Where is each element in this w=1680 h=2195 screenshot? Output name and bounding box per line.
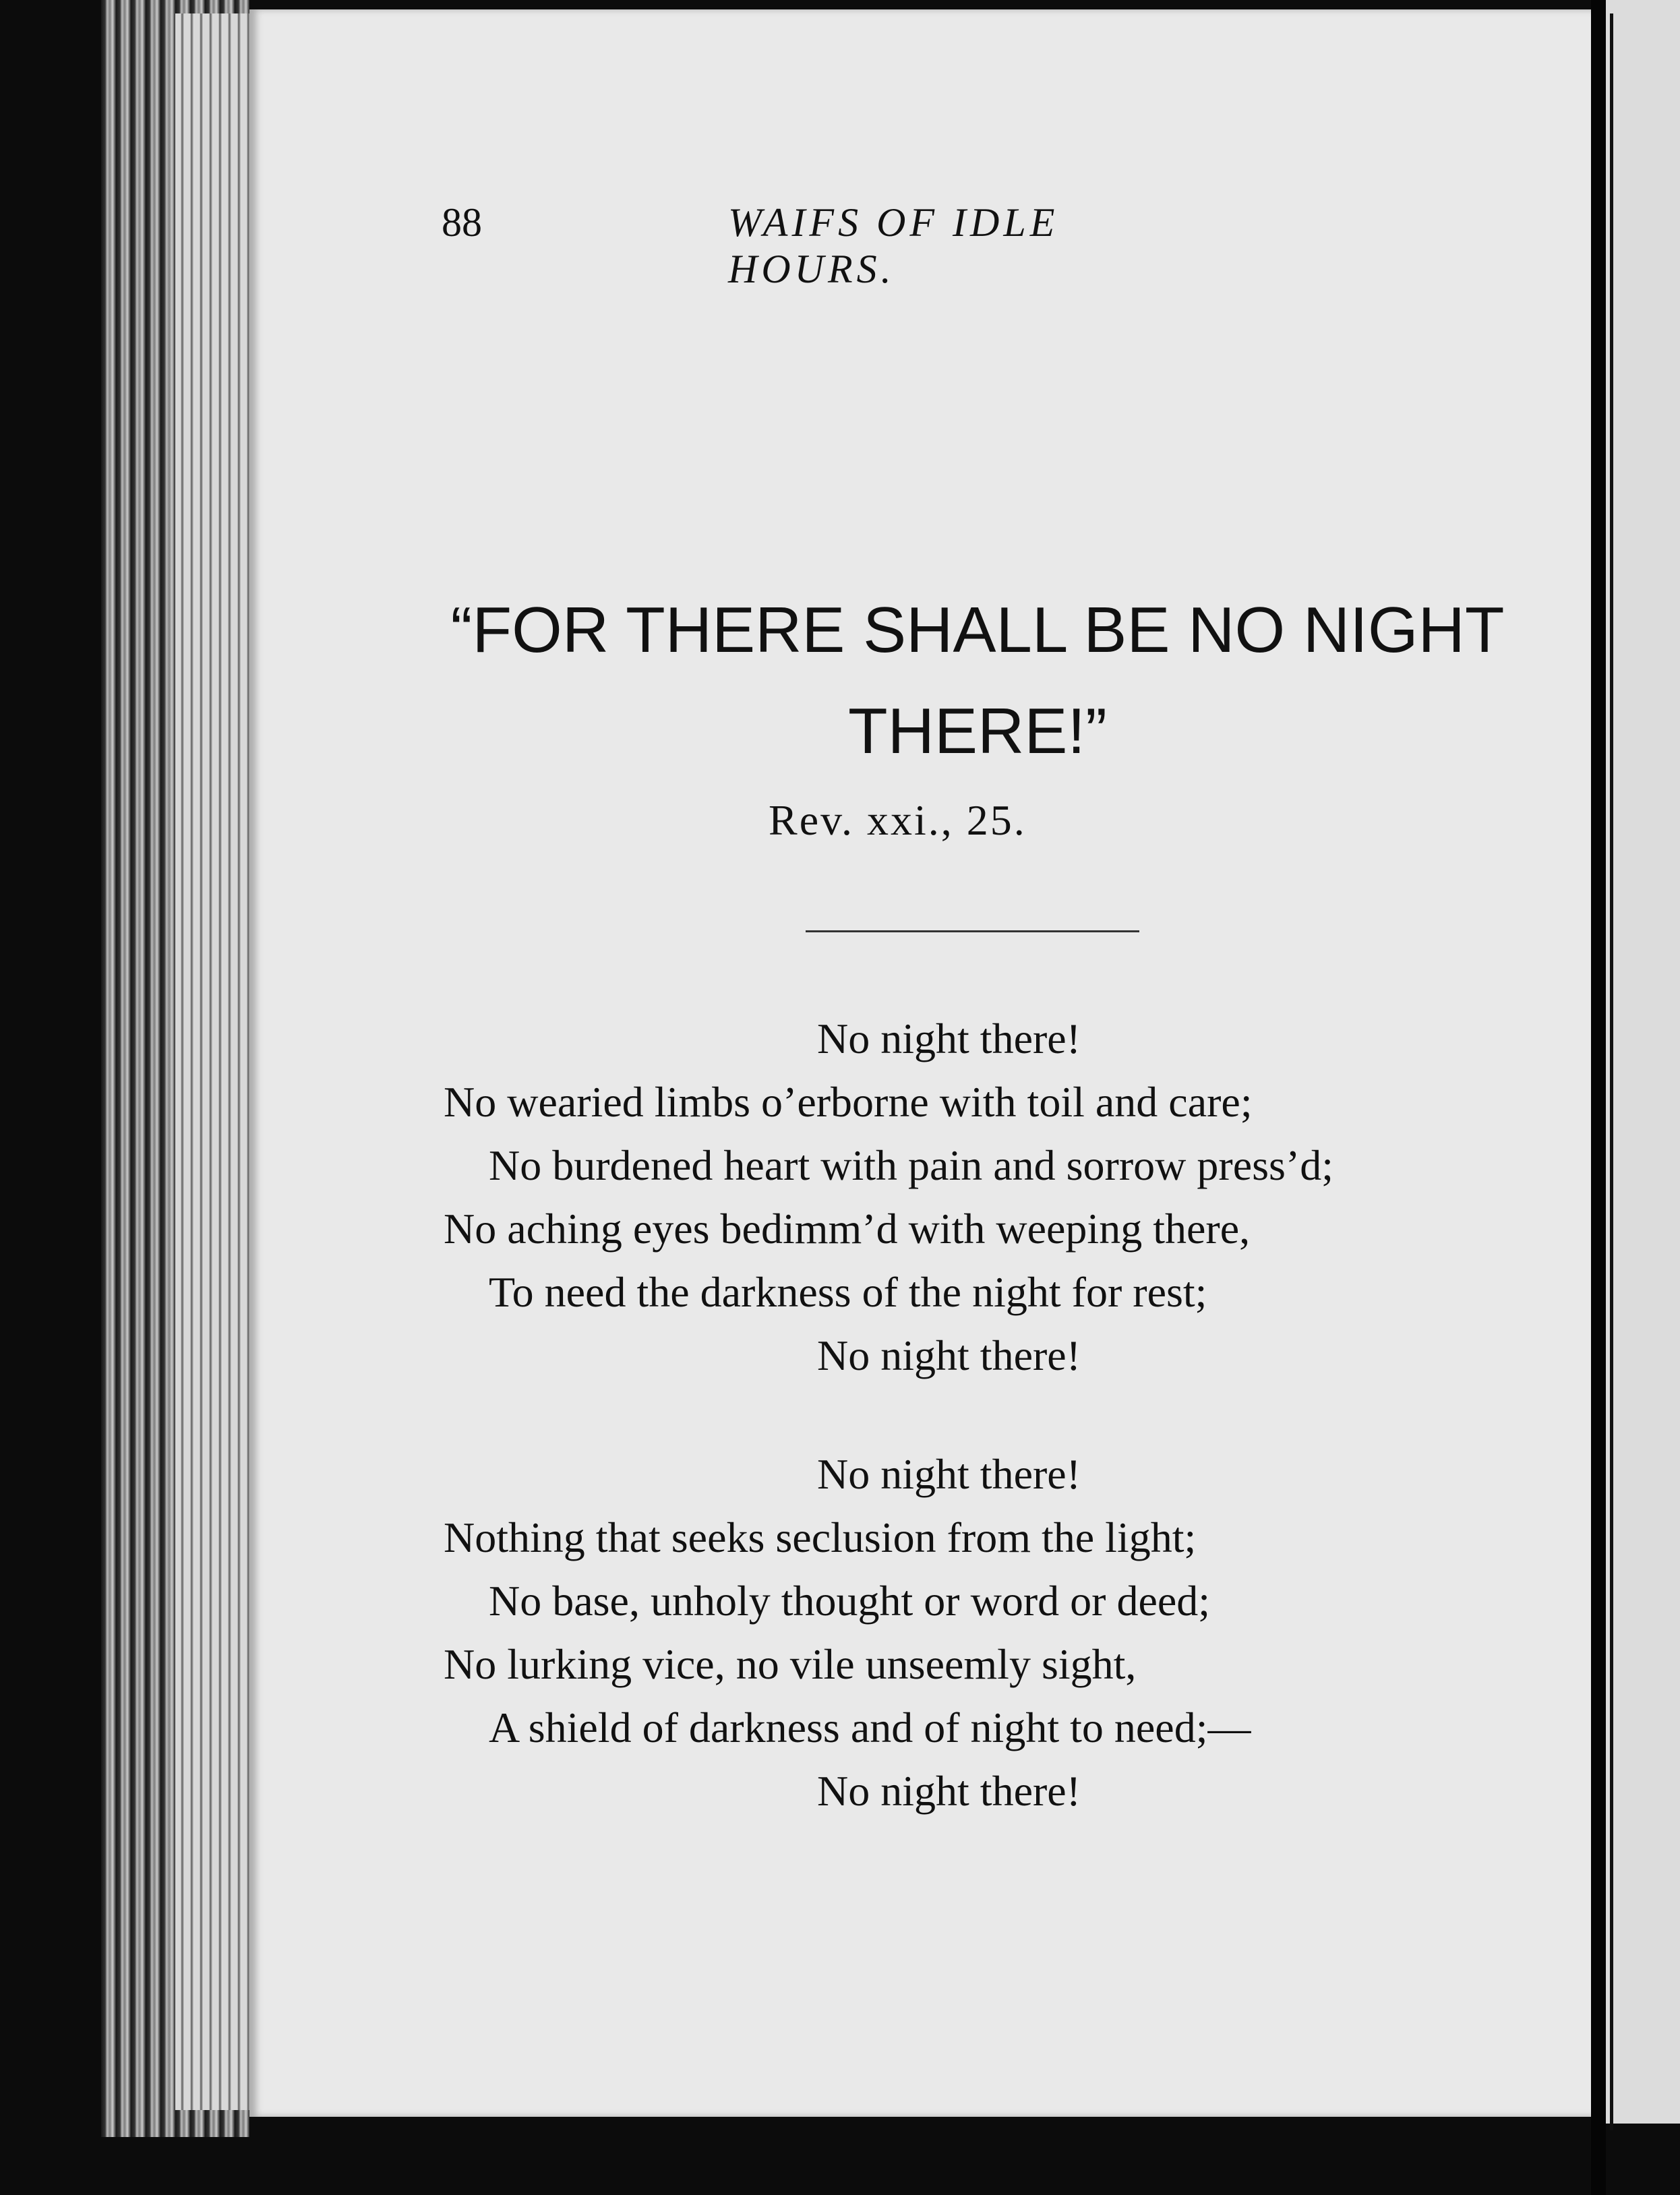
stanza1-line-3: No burdened heart with pain and sorrow press’d; — [489, 1141, 1333, 1189]
page-number: 88 — [442, 200, 482, 245]
page-stack-edge-inner — [175, 13, 249, 2110]
running-header — [442, 200, 1237, 291]
facing-page-edge — [1606, 0, 1680, 2124]
stanza2-line-6: No night there! — [817, 1767, 1081, 1815]
book-gutter — [1591, 0, 1606, 2195]
stanza1-line-4: No aching eyes bedimm’d with weeping there, — [444, 1205, 1251, 1253]
stanza2-line-4: No lurking vice, no vile unseemly sight, — [444, 1640, 1137, 1688]
poem-title — [438, 580, 1517, 782]
section-divider — [806, 930, 1139, 932]
stanza2-line-3: No base, unholy thought or word or deed; — [489, 1577, 1211, 1625]
poem-title-line-2: THERE!” — [848, 695, 1107, 767]
stanza1-line-6: No night there! — [817, 1331, 1081, 1379]
stanza1-line-1: No night there! — [817, 1015, 1081, 1062]
stanza2-line-5: A shield of darkness and of night to need;— — [489, 1704, 1251, 1751]
stanza2-line-1: No night there! — [817, 1450, 1081, 1498]
poem-title-line-1: “FOR THERE SHALL BE NO NIGHT — [450, 594, 1505, 666]
stanza1-line-2: No wearied limbs o’erborne with toil and care; — [444, 1078, 1253, 1126]
facing-page-rule — [1610, 13, 1613, 2130]
scripture-citation: Rev. xxi., 25. — [769, 796, 1027, 844]
stanza2-line-2: Nothing that seeks seclusion from the light; — [444, 1513, 1197, 1561]
stanza1-line-5: To need the darkness of the night for rest; — [489, 1268, 1207, 1316]
running-title: WAIFS OF IDLE HOURS. — [728, 200, 1059, 291]
